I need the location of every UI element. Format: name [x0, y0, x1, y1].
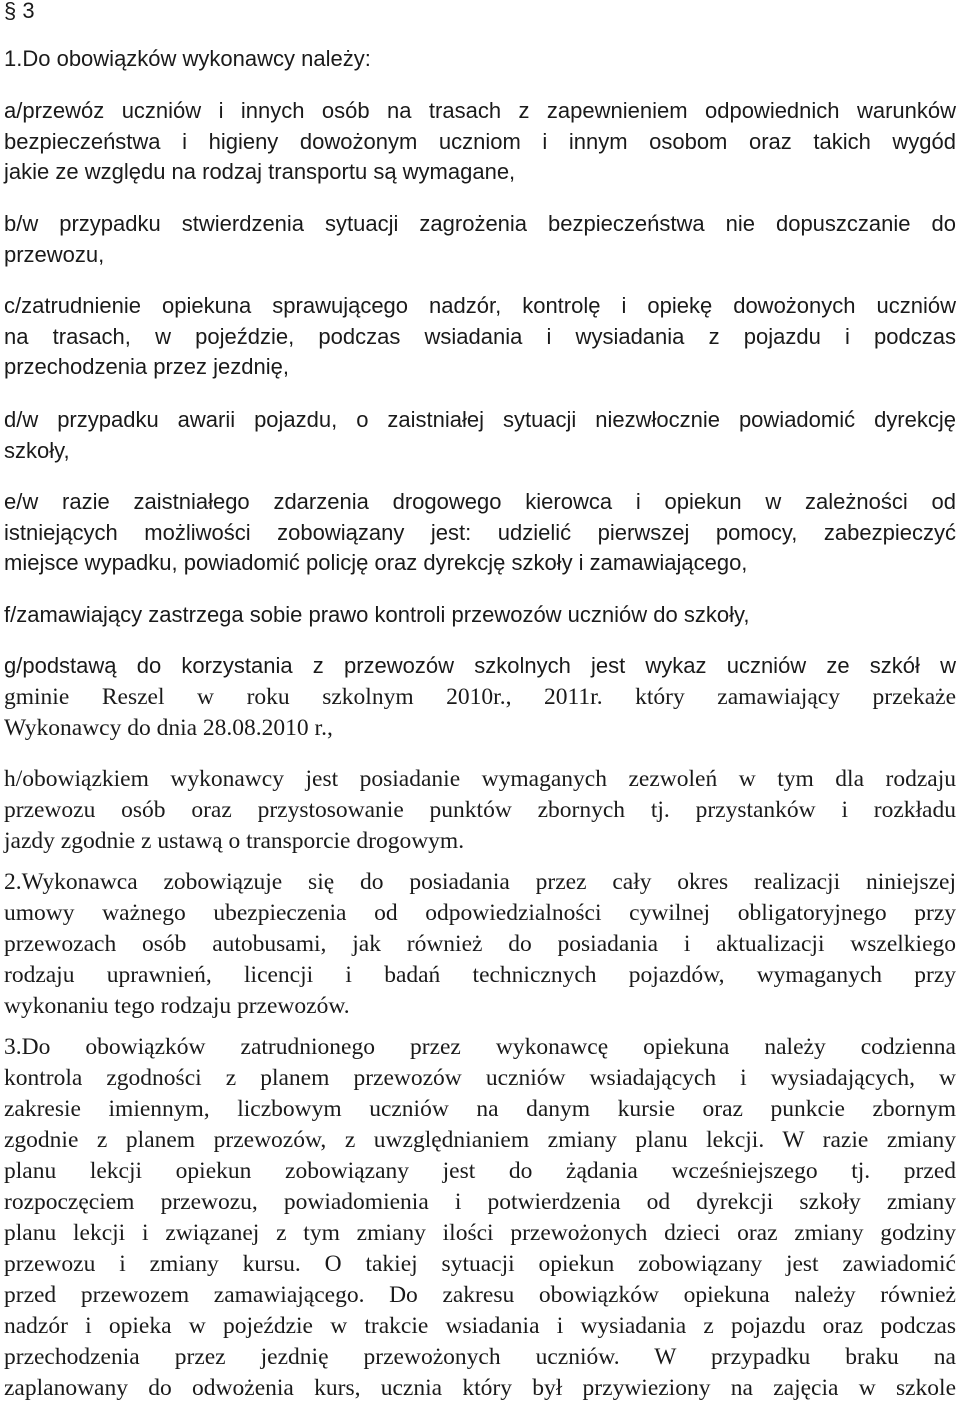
text-line: przed przewozem zamawiającego. Do zakresu obowiązków opiekuna należy również — [4, 1282, 956, 1308]
text-line: zakresie imiennym, liczbowym uczniów na danym kursie oraz punkcie zbornym — [4, 1096, 956, 1122]
text-line: na trasach, w pojeździe, podczas wsiadania i wysiadania z pojazdu i podczas — [4, 324, 956, 349]
text-line: g/podstawą do korzystania z przewozów szkolnych jest wykaz uczniów ze szkół w — [4, 653, 956, 678]
text-line: gminie Reszel w roku szkolnym 2010r., 2011r. który zamawiający przekaże — [4, 684, 956, 710]
text-line: istniejących możliwości zobowiązany jest: udzielić pierwszej pomocy, zabezpieczyć — [4, 520, 956, 545]
text-line: 2.Wykonawca zobowiązuje się do posiadania przez cały okres realizacji niniejszej — [4, 869, 956, 895]
text-line: przewozu osób oraz przystosowanie punktów zbornych tj. przystanków i rozkładu — [4, 797, 956, 823]
text-line: h/obowiązkiem wykonawcy jest posiadanie wymaganych zezwoleń w tym dla rodzaju — [4, 766, 956, 792]
text-line: e/w razie zaistniałego zdarzenia drogowego kierowca i opiekun w zależności od — [4, 489, 956, 514]
text-line: kontrola zgodności z planem przewozów uczniów wsiadających i wysiadających, w — [4, 1065, 956, 1091]
text-line: rodzaju uprawnień, licencji i badań technicznych pojazdów, wymaganych przy — [4, 962, 956, 988]
text-line: 1.Do obowiązków wykonawcy należy: — [4, 46, 371, 71]
text-line: d/w przypadku awarii pojazdu, o zaistniałej sytuacji niezwłocznie powiadomić dyrekcję — [4, 407, 956, 432]
text-line: 3.Do obowiązków zatrudnionego przez wykonawcę opiekuna należy codzienna — [4, 1034, 956, 1060]
text-line: planu lekcji opiekun zobowiązany jest do żądania wcześniejszego tj. przed — [4, 1158, 956, 1184]
text-line: bezpieczeństwa i higieny dowożonym uczniom i innym osobom oraz takich wygód — [4, 129, 956, 154]
text-line: jazdy zgodnie z ustawą o transporcie drogowym. — [4, 828, 465, 854]
text-line: Wykonawcy do dnia 28.08.2010 r., — [4, 715, 333, 741]
section-heading: § 3 — [4, 0, 35, 23]
text-line: f/zamawiający zastrzega sobie prawo kontroli przewozów uczniów do szkoły, — [4, 602, 750, 627]
text-line: miejsce wypadku, powiadomić policję oraz dyrekcję szkoły i zamawiającego, — [4, 550, 748, 575]
text-line: rozpoczęciem przewozu, powiadomienia i potwierdzenia od dyrekcji szkoły zmiany — [4, 1189, 956, 1215]
text-line: szkoły, — [4, 438, 70, 463]
text-line: c/zatrudnienie opiekuna sprawującego nadzór, kontrolę i opiekę dowożonych uczniów — [4, 293, 956, 318]
text-line: przechodzenia przez jezdnię, — [4, 354, 289, 379]
text-line: przewozu i zmiany kursu. O takiej sytuacji opiekun zobowiązany jest zawiadomić — [4, 1251, 956, 1277]
text-line: wykonaniu tego rodzaju przewozów. — [4, 993, 350, 1019]
text-line: zaplanowany do odwożenia kurs, ucznia który był przywieziony na zajęcia w szkole — [4, 1375, 956, 1401]
text-line: przewozach osób autobusami, jak również do posiadania i aktualizacji wszelkiego — [4, 931, 956, 957]
text-line: jakie ze względu na rodzaj transportu są wymagane, — [4, 159, 516, 184]
text-line: umowy ważnego ubezpieczenia od odpowiedzialności cywilnej obligatoryjnego przy — [4, 900, 956, 926]
text-line: b/w przypadku stwierdzenia sytuacji zagrożenia bezpieczeństwa nie dopuszczanie do — [4, 211, 956, 236]
text-line: a/przewóz uczniów i innych osób na trasach z zapewnieniem odpowiednich warunków — [4, 98, 956, 123]
text-line: zgodnie z planem przewozów, z uwzględnianiem zmiany planu lekcji. W razie zmiany — [4, 1127, 956, 1153]
text-line: nadzór i opieka w pojeździe w trakcie wsiadania i wysiadania z pojazdu oraz podczas — [4, 1313, 956, 1339]
text-line: przechodzenia przez jezdnię przewożonych uczniów. W przypadku braku na — [4, 1344, 956, 1370]
text-line: przewozu, — [4, 242, 105, 267]
text-line: planu lekcji i związanej z tym zmiany ilości przewożonych dzieci oraz zmiany godziny — [4, 1220, 956, 1246]
